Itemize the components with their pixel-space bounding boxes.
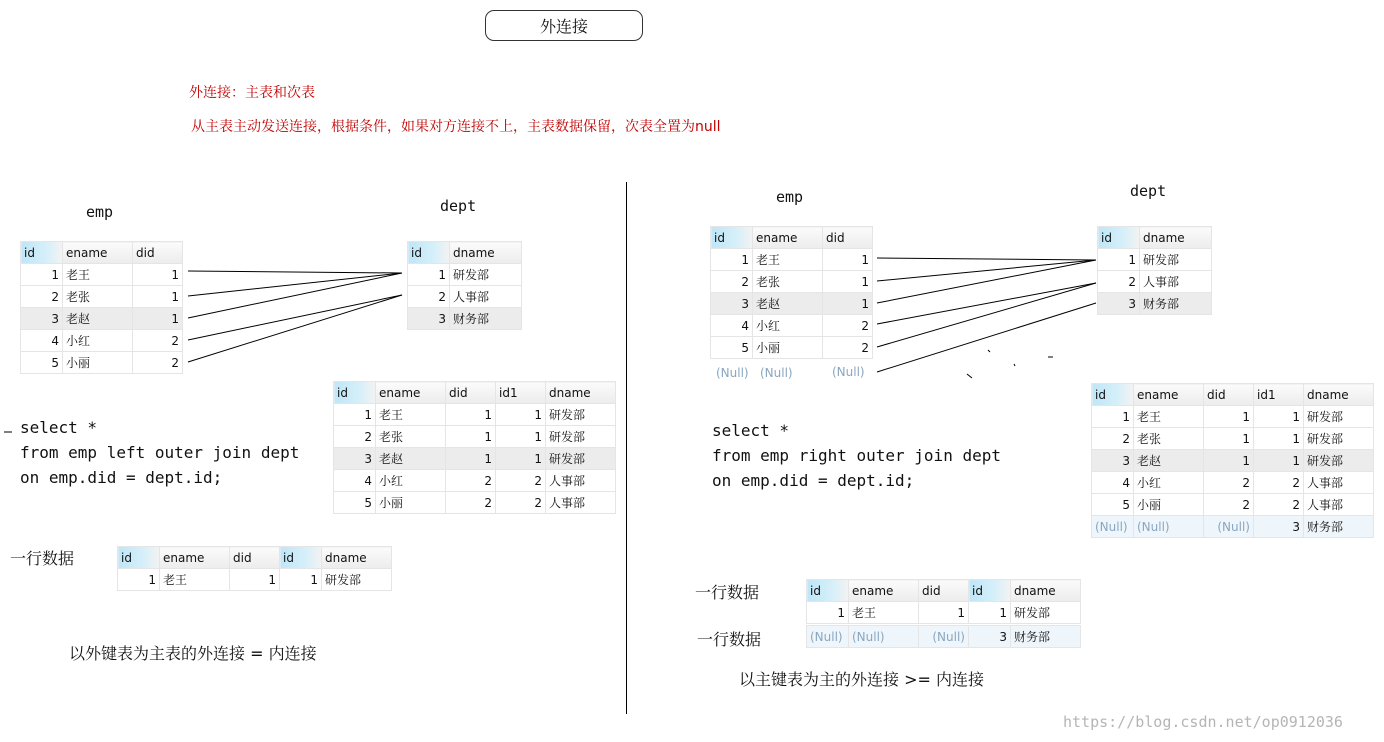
join-line xyxy=(188,273,402,318)
col-header-did: did xyxy=(823,227,873,249)
cell: 1 xyxy=(1204,406,1254,428)
cell: 2 xyxy=(1254,494,1304,516)
cell: 5 xyxy=(334,492,376,514)
right-null-row-table xyxy=(806,625,1081,648)
sql-line: select * xyxy=(712,421,790,440)
col-header-did: did xyxy=(1204,384,1254,406)
cell: 小红 xyxy=(376,470,446,492)
cell: 1 xyxy=(1204,450,1254,472)
stray-mark xyxy=(1014,364,1015,366)
cell: 5 xyxy=(21,352,63,374)
cell: 1 xyxy=(496,404,546,426)
cell: 1 xyxy=(823,271,873,293)
table-row xyxy=(1098,271,1212,293)
col-header-ename: ename xyxy=(376,382,446,404)
cell: 1 xyxy=(133,286,183,308)
table-header-row xyxy=(118,547,392,569)
cell: 2 xyxy=(446,470,496,492)
col-header-id: id xyxy=(807,580,849,602)
table-row xyxy=(1092,472,1374,494)
col-header-did: did xyxy=(133,242,183,264)
table-header-row xyxy=(1092,384,1374,406)
cell: 老赵 xyxy=(753,293,823,315)
right-row-table xyxy=(806,579,1081,624)
col-header-id1: id1 xyxy=(1254,384,1304,406)
col-header-dname: dname xyxy=(322,547,392,569)
cell: 小丽 xyxy=(63,352,133,374)
cell: 研发部 xyxy=(1304,450,1374,472)
cell: 研发部 xyxy=(450,264,522,286)
cell: (Null) xyxy=(1092,516,1134,538)
cell: 2 xyxy=(1254,472,1304,494)
cell: 1 xyxy=(230,569,280,591)
table-header-row xyxy=(334,382,616,404)
cell: (Null) xyxy=(1134,516,1204,538)
cell: 财务部 xyxy=(450,308,522,330)
right-conclusion: 以主键表为主的外连接 >= 内连接 xyxy=(739,670,984,689)
sql-line: on emp.did = dept.id; xyxy=(712,471,915,490)
cell: (Null) xyxy=(807,626,849,648)
cell: 1 xyxy=(823,293,873,315)
cell: 研发部 xyxy=(546,426,616,448)
cell: 2 xyxy=(408,286,450,308)
cell: 老张 xyxy=(376,426,446,448)
sql-line: on emp.did = dept.id; xyxy=(20,468,223,487)
sql-line: from emp left outer join dept xyxy=(20,443,300,462)
cell: 1 xyxy=(408,264,450,286)
cell: 1 xyxy=(711,249,753,271)
right-result-table xyxy=(1091,383,1374,538)
table-row xyxy=(1098,249,1212,271)
cell: 3 xyxy=(1092,450,1134,472)
join-line xyxy=(188,295,402,362)
cell: 研发部 xyxy=(1140,249,1212,271)
cell: 小红 xyxy=(63,330,133,352)
cell: 研发部 xyxy=(322,569,392,591)
cell: 2 xyxy=(1092,428,1134,450)
note-line-1: 外连接：主表和次表 xyxy=(189,85,315,101)
cell: 人事部 xyxy=(546,492,616,514)
cell: 2 xyxy=(711,271,753,293)
cell: 4 xyxy=(334,470,376,492)
cell: 1 xyxy=(1254,450,1304,472)
join-line xyxy=(877,258,1096,260)
cell: 2 xyxy=(334,426,376,448)
cell: 1 xyxy=(280,569,322,591)
left-row-table xyxy=(117,546,392,591)
cell: 小丽 xyxy=(376,492,446,514)
cell: 老王 xyxy=(376,404,446,426)
cell: 人事部 xyxy=(1140,271,1212,293)
cell: (Null) xyxy=(1204,516,1254,538)
cell: 人事部 xyxy=(546,470,616,492)
cell: 2 xyxy=(1204,472,1254,494)
table-row xyxy=(1092,450,1374,472)
cell: 小红 xyxy=(753,315,823,337)
table-row xyxy=(118,569,392,591)
stray-mark xyxy=(967,374,972,378)
cell: 1 xyxy=(1254,428,1304,450)
col-header-did: did xyxy=(230,547,280,569)
cell: 4 xyxy=(1092,472,1134,494)
cell: 1 xyxy=(823,249,873,271)
cell: 1 xyxy=(969,602,1011,624)
cell: 4 xyxy=(711,315,753,337)
cell: 研发部 xyxy=(546,448,616,470)
join-line xyxy=(877,283,1096,324)
cell: 老王 xyxy=(753,249,823,271)
cell: 1 xyxy=(496,426,546,448)
cell: 老王 xyxy=(1134,406,1204,428)
table-row xyxy=(711,337,873,359)
table-row xyxy=(807,626,1081,648)
cell: 1 xyxy=(334,404,376,426)
cell: 1 xyxy=(133,308,183,330)
table-row xyxy=(334,426,616,448)
left-row-label: 一行数据 xyxy=(10,549,75,568)
col-header-id: id xyxy=(334,382,376,404)
col-header-dname: dname xyxy=(450,242,522,264)
left-emp-label: emp xyxy=(86,203,114,221)
cell: 研发部 xyxy=(1011,602,1081,624)
table-row xyxy=(1092,406,1374,428)
col-header-dname: dname xyxy=(546,382,616,404)
table-row xyxy=(711,249,873,271)
col-header-ename: ename xyxy=(849,580,919,602)
cell: 老赵 xyxy=(63,308,133,330)
cell: 财务部 xyxy=(1140,293,1212,315)
cell: 3 xyxy=(711,293,753,315)
right-dept-label: dept xyxy=(1130,182,1167,200)
cell: 老张 xyxy=(1134,428,1204,450)
cell: 1 xyxy=(919,602,969,624)
cell: 老张 xyxy=(753,271,823,293)
col-header-ename: ename xyxy=(753,227,823,249)
left-sql xyxy=(20,415,299,490)
title-box: 外连接 xyxy=(485,10,643,41)
cell: 小丽 xyxy=(753,337,823,359)
table-row xyxy=(711,271,873,293)
col-header-dname: dname xyxy=(1140,227,1212,249)
join-line xyxy=(877,260,1096,281)
left-dept-label: dept xyxy=(440,197,477,215)
cell: 研发部 xyxy=(1304,406,1374,428)
null-cell: (Null) xyxy=(832,365,865,379)
col-header-did: did xyxy=(919,580,969,602)
col-header-ename: ename xyxy=(160,547,230,569)
join-line xyxy=(188,295,402,340)
cell: 老赵 xyxy=(376,448,446,470)
left-conclusion: 以外键表为主表的外连接 = 内连接 xyxy=(69,644,317,663)
table-row xyxy=(334,492,616,514)
col-header-dname: dname xyxy=(1011,580,1081,602)
table-row xyxy=(1092,516,1374,538)
cell: 3 xyxy=(408,308,450,330)
cell: 1 xyxy=(496,448,546,470)
table-row xyxy=(334,448,616,470)
right-dept-table xyxy=(1097,226,1212,315)
col-header-id: id xyxy=(969,580,1011,602)
cell: 1 xyxy=(446,404,496,426)
cell: 2 xyxy=(1098,271,1140,293)
table-header-row xyxy=(807,580,1081,602)
cell: 5 xyxy=(1092,494,1134,516)
cell: 2 xyxy=(1204,494,1254,516)
cell: 1 xyxy=(21,264,63,286)
cell: 1 xyxy=(1092,406,1134,428)
table-row xyxy=(334,470,616,492)
table-row xyxy=(711,293,873,315)
table-header-row xyxy=(1098,227,1212,249)
note-line-2: 从主表主动发送连接，根据条件，如果对方连接不上，主表数据保留，次表全置为null xyxy=(191,119,721,135)
col-header-dname: dname xyxy=(1304,384,1374,406)
stray-mark xyxy=(988,350,990,352)
cell: 3 xyxy=(21,308,63,330)
cell: 5 xyxy=(711,337,753,359)
cell: 老张 xyxy=(63,286,133,308)
cell: 人事部 xyxy=(1304,494,1374,516)
col-header-id: id xyxy=(1098,227,1140,249)
table-row xyxy=(1092,494,1374,516)
cell: (Null) xyxy=(849,626,919,648)
cell: (Null) xyxy=(919,626,969,648)
cell: 1 xyxy=(118,569,160,591)
cell: 2 xyxy=(496,470,546,492)
cell: 2 xyxy=(133,330,183,352)
cell: 1 xyxy=(133,264,183,286)
cell: 1 xyxy=(1204,428,1254,450)
null-cell: (Null) xyxy=(716,366,749,380)
cell: 老王 xyxy=(160,569,230,591)
cell: 4 xyxy=(21,330,63,352)
right-row-label-2: 一行数据 xyxy=(697,630,762,649)
cell: 2 xyxy=(21,286,63,308)
cell: 3 xyxy=(334,448,376,470)
watermark: https://blog.csdn.net/op0912036 xyxy=(1063,713,1343,731)
cell: 研发部 xyxy=(546,404,616,426)
col-header-id1: id1 xyxy=(496,382,546,404)
cell: 老赵 xyxy=(1134,450,1204,472)
join-line xyxy=(188,271,402,273)
col-header-id: id xyxy=(711,227,753,249)
table-row xyxy=(711,315,873,337)
sql-line: from emp right outer join dept xyxy=(712,446,1001,465)
col-header-id: id xyxy=(118,547,160,569)
null-cell: (Null) xyxy=(760,366,793,380)
cell: 1 xyxy=(1098,249,1140,271)
col-header-ename: ename xyxy=(63,242,133,264)
table-header-row xyxy=(711,227,873,249)
col-header-did: did xyxy=(446,382,496,404)
cell: 1 xyxy=(1254,406,1304,428)
cell: 3 xyxy=(969,626,1011,648)
table-row xyxy=(807,602,1081,624)
right-sql xyxy=(712,418,1001,493)
cell: 2 xyxy=(446,492,496,514)
cell: 老王 xyxy=(849,602,919,624)
cell: 人事部 xyxy=(450,286,522,308)
table-row xyxy=(1098,293,1212,315)
col-header-id: id xyxy=(21,242,63,264)
col-header-ename: ename xyxy=(1134,384,1204,406)
cell: 小丽 xyxy=(1134,494,1204,516)
sql-line: select * xyxy=(20,418,98,437)
cell: 2 xyxy=(823,337,873,359)
cell: 3 xyxy=(1098,293,1140,315)
cell: 1 xyxy=(446,426,496,448)
cell: 老王 xyxy=(63,264,133,286)
right-emp-table xyxy=(710,226,873,359)
col-header-id: id xyxy=(408,242,450,264)
cell: 2 xyxy=(823,315,873,337)
cell: 财务部 xyxy=(1011,626,1081,648)
table-row xyxy=(334,404,616,426)
col-header-id: id xyxy=(280,547,322,569)
right-emp-label: emp xyxy=(776,188,804,206)
cell: 财务部 xyxy=(1304,516,1374,538)
join-line xyxy=(877,260,1096,303)
col-header-id: id xyxy=(1092,384,1134,406)
cell: 2 xyxy=(133,352,183,374)
left-result-table xyxy=(333,381,616,514)
cell: 2 xyxy=(496,492,546,514)
table-row xyxy=(1092,428,1374,450)
join-line xyxy=(188,273,402,296)
cell: 小红 xyxy=(1134,472,1204,494)
cell: 1 xyxy=(807,602,849,624)
cell: 1 xyxy=(446,448,496,470)
right-row-label-1: 一行数据 xyxy=(695,583,760,602)
cell: 研发部 xyxy=(1304,428,1374,450)
cell: 3 xyxy=(1254,516,1304,538)
cell: 人事部 xyxy=(1304,472,1374,494)
